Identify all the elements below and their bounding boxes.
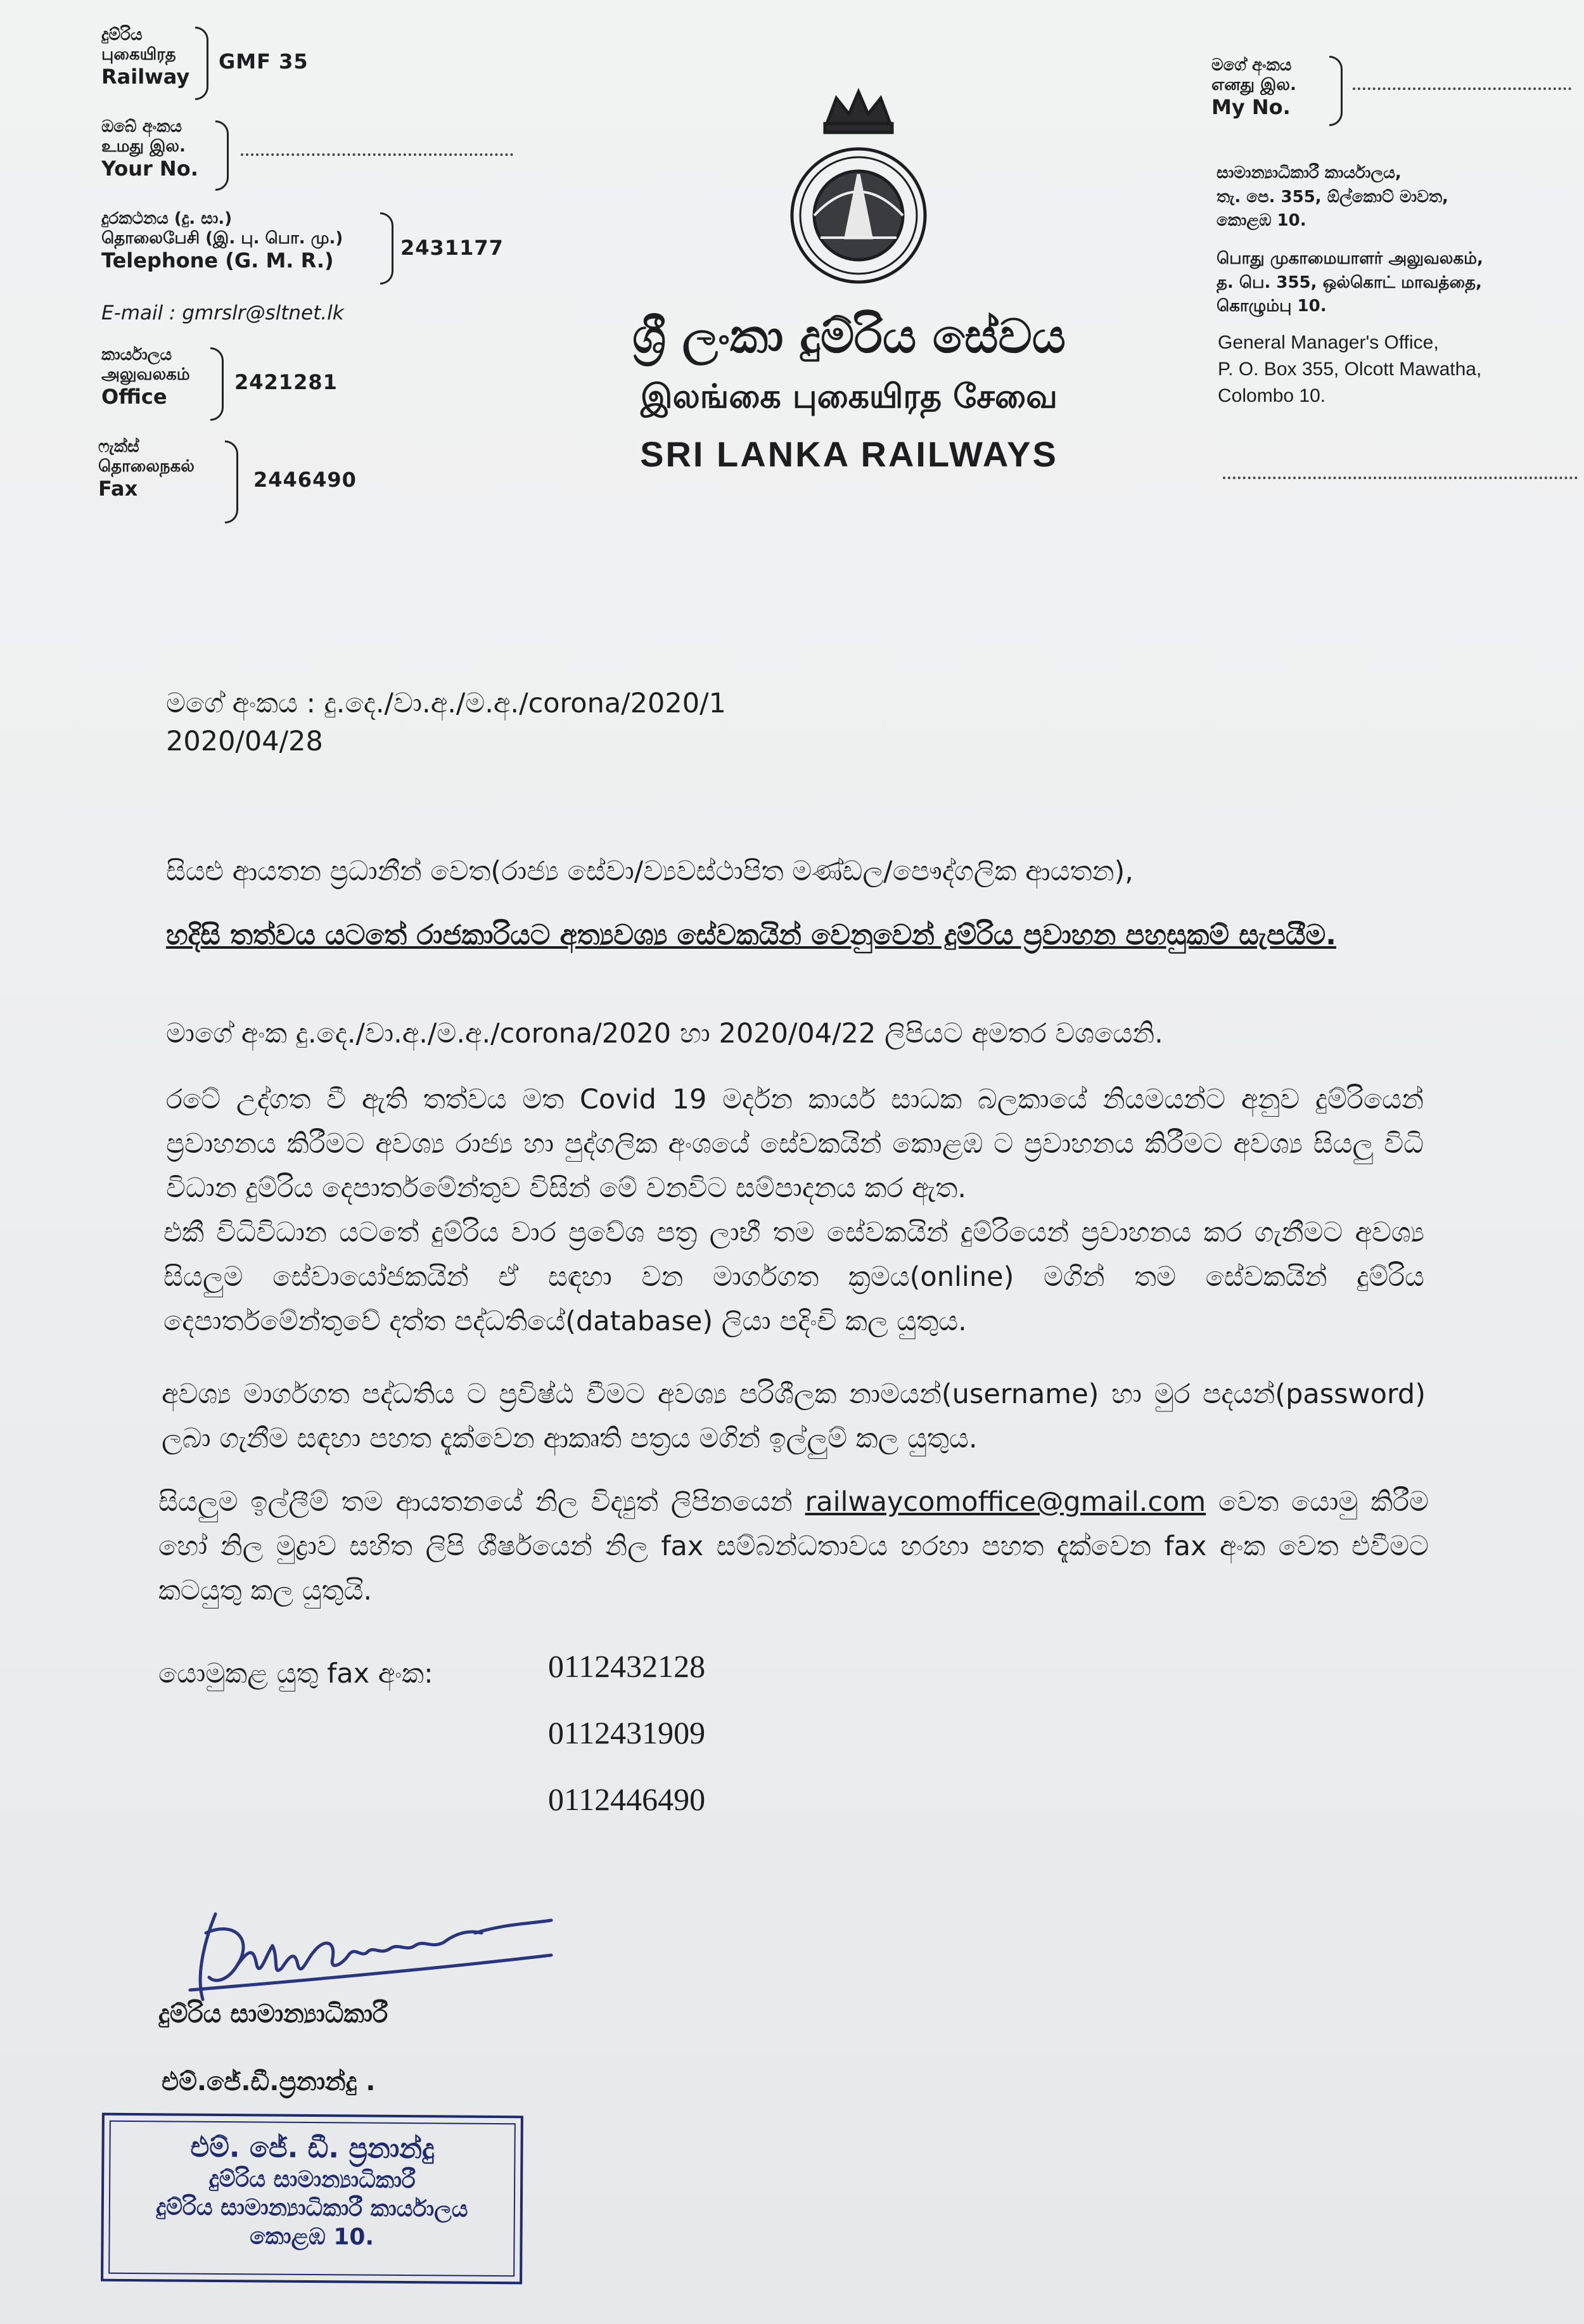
brace [215,120,229,191]
your-no-label [101,117,198,181]
fax-label-ta: தொலைநகல் [98,457,195,477]
railway-label [101,25,189,89]
office-label-en: Office [101,385,167,409]
my-no-label-en: My No. [1211,95,1291,120]
paragraph-4: අවශ්‍ය මාර්ගගත පද්ධතිය ට ප්‍රවිෂ්ඨ වීමට අවශ්‍ය පරිශීලක නාමයන්(username) හා මුර පදයන්(password) ලබා ගැනීම සඳහා පහත දැක්වෙන ආකෘති පත්‍රය මගින් ඉල්ලුම් කල යුතුය. [162,1378,1426,1454]
address-si-line: කොළඹ 10. [1217,211,1306,231]
fax-label-si: ෆැක්ස් [98,437,139,456]
paragraph-5-text: වෙත යොමු කිරීම හෝ නිල මුද්‍රාව සහිත ලිපි ශීර්ෂයෙන් නිල fax සම්බන්ධතාවය හරහා පහත දැක්වෙන fax අංක වෙත එවීමට කටයුතු කල යුතුයි. [158,1486,1429,1607]
my-no-label-ta: எனது இல. [1211,75,1296,95]
email-label: E-mail : [101,302,176,324]
telephone-label-en: Telephone (G. M. R.) [101,248,334,273]
title-tamil: இலங்கை புகையிரத சேவை [641,378,1057,416]
address-ta-line: கொழும்பு 10. [1217,297,1327,316]
email-address: gmrslr@sltnet.lk [182,302,344,324]
signatory-name: එම්.ජේ.ඩී.ප්‍රනාන්දු . [162,2067,376,2096]
your-no-blank [241,153,513,156]
brace [225,440,238,523]
stamp-office: දුම්රිය සාමාන්‍යාධිකාරී කාර්යාලය [156,2194,468,2223]
your-no-label-ta: உமது இல. [101,137,186,157]
stamp-name: එම්. ජේ. ඩී. ප්‍රනාන්දු [190,2131,435,2166]
title-sinhala: ශ්‍රී ලංකා දුම්රිය සේවය [632,309,1066,364]
fax-number-1: 0112432128 [548,1648,706,1684]
office-number: 2421281 [234,370,338,394]
reference-number: මගේ අංකය : දු.දෙ./වා.අ./ම.අ./corona/2020/1 [166,688,726,719]
signatory-title: දුම්රිය සාමාන්‍යාධිකාරී [158,2000,388,2029]
fax-label [98,437,195,501]
address-si-line: තැ. පෙ. 355, ඕල්කොට් මාවත, [1217,187,1448,207]
address-ta-line: பொது முகாமையாளர் அலுவலகம், [1217,249,1483,268]
paragraph-2: රටේ උද්ගත වී ඇති තත්වය මත Covid 19 මර්දන කාර්ය සාධක බලකායේ නියමයන්ට අනුව දුම්රියෙන් ප්‍රවාහනය කිරීමට අවශ්‍ය රාජ්‍ය හා පුද්ගලික අංශයේ සේවකයින් කොළඹ ට ප්‍රවාහනය කිරීමට අවශ්‍ය සියලු විධි විධාන දුම්රිය දෙපාර්තමේන්තුව විසින් මේ වනවිට සම්පාදනය කර ඇත. [166,1084,1424,1204]
brace [195,27,208,100]
my-no-blank [1353,87,1571,90]
address-en-line: P. O. Box 355, Olcott Mawatha, [1218,359,1482,380]
my-no-label-si: මගේ අංකය [1211,56,1292,75]
my-no-label [1211,56,1296,120]
letter-date: 2020/04/28 [166,726,323,757]
letter-subject: හදිසි තත්වය යටතේ රාජකාරියට අත්‍යවශ්‍ය සේවකයින් වෙනුවෙන් දුම්රිය ප්‍රවාහන පහසුකම් සැපයීම. [166,919,1336,951]
email-line [101,302,344,324]
paragraph-1: මාගේ අංක දු.දෙ./වා.අ./ම.අ./corona/2020 හා 2020/04/22 ලිපියට අමතර වශයෙනි. [166,1018,1163,1050]
railway-label-en: Railway [101,65,190,89]
address-en-line: General Manager's Office, [1218,332,1439,353]
stamp-title: දුම්රිය සාමාන්‍යාධිකාරී [208,2166,416,2194]
office-label-si: කාර්යාලය [101,345,172,364]
your-no-label-si: ඔබේ අංකය [101,117,182,136]
official-stamp [101,2113,523,2285]
contact-email-link[interactable]: railwaycomoffice@gmail.com [805,1486,1206,1518]
address-ta-line: த. பெ. 355, ஒல்கொட் மாவத்தை, [1217,273,1482,292]
paragraph-3: එකී විධිවිධාන යටතේ දුම්රිය වාර ප්‍රවේශ පත්‍ර ලාභී තම සේවකයින් දුම්රියෙන් ප්‍රවාහනය කර ගැනීමට අවශ්‍ය සියලුම සේවායෝජකයින් ඒ සඳහා වන මාර්ගගත ක්‍රමය(online) මගින් තම සේවකයින් දුම්රිය දෙපාර්තමේන්තුවේ දත්ත පද්ධතියේ(database) ලියා පදිංචි කල යුතුය. [163,1217,1424,1337]
brace [210,347,224,421]
fax-numbers-label: යොමුකළ යුතු fax අංක: [158,1658,433,1690]
fax-number-3: 0112446490 [548,1782,706,1817]
your-no-label-en: Your No. [101,157,198,181]
railway-label-si: දුම්රිය [101,25,143,44]
office-label-ta: அலுவலகம் [101,365,190,385]
railway-code: GMF 35 [219,49,309,74]
railway-label-ta: புகையிரத [101,45,176,65]
telephone-number: 2431177 [400,236,504,260]
paragraph-5-text: සියලුම ඉල්ලීම් තම ආයතනයේ නිල විද්‍යුත් ලිපිනයෙන් [158,1486,805,1518]
address-sinhala [1217,162,1448,233]
railway-emblem-icon [767,79,950,285]
address-english [1218,330,1481,409]
office-label [101,345,190,409]
telephone-label-si: දුරකථනය (දු. සා.) [101,209,233,228]
paragraph-5 [158,1480,1429,1613]
address-si-line: සාමාන්‍යාධිකාරී කාර්යාලය, [1217,164,1402,183]
fax-number: 2446490 [253,468,357,492]
telephone-label-ta: தொலைபேசி (இ. பு. பொ. மு.) [101,229,343,248]
telephone-label [101,209,343,273]
brace [1329,56,1343,126]
fax-number-2: 0112431909 [548,1715,706,1750]
fax-label-en: Fax [98,477,138,501]
addressee: සියළු ආයතන ප්‍රධානීන් වෙත(රාජ්‍ය සේවා/ව්‍යවස්ථාපිත මණ්ඩල/පෞද්ගලික ආයතන), [166,856,1134,887]
address-tamil [1217,247,1483,319]
title-english: SRI LANKA RAILWAYS [640,434,1058,474]
address-blank [1223,477,1578,479]
brace [380,212,393,285]
stamp-city: කොළඹ 10. [249,2223,374,2250]
address-en-line: Colombo 10. [1218,385,1326,406]
